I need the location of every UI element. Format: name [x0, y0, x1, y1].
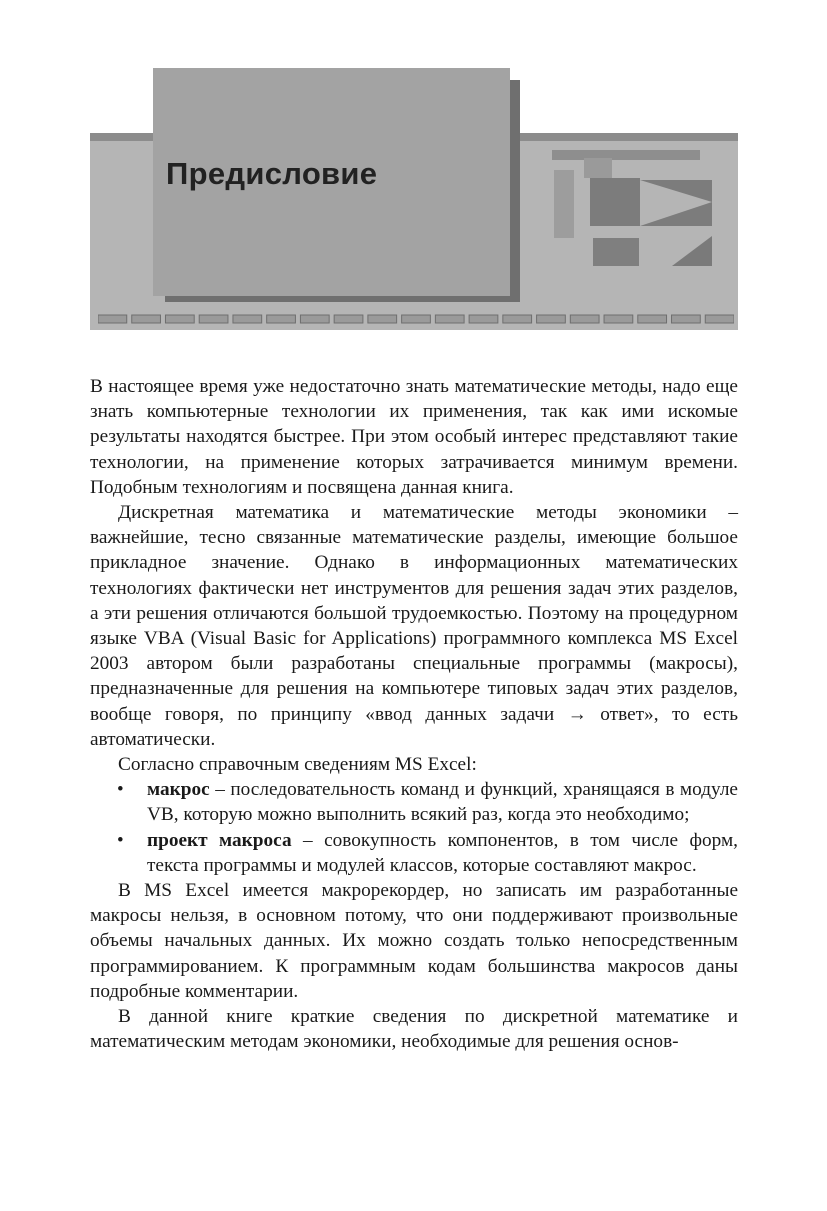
banner-dash — [503, 315, 532, 323]
banner-dash — [233, 315, 262, 323]
definition-term: макрос — [147, 779, 210, 801]
definition-term: проект макроса — [147, 829, 292, 851]
banner-dash — [199, 315, 228, 323]
paragraph-3: Согласно справочным сведениям MS Excel: — [118, 754, 477, 776]
banner-dash — [435, 315, 464, 323]
banner-dash — [267, 315, 296, 323]
banner-dash — [705, 315, 734, 323]
banner-dash-row — [98, 314, 734, 324]
definition-text: – последовательность команд и функций, хранящаяся в модуле VB, которую можно выполнить всякий раз, когда это необходимо; — [147, 779, 738, 826]
paragraph-4: В MS Excel имеется макрорекордер, но записать им разработанные макросы нельзя, в основном потому, что они поддерживают произвольные объемы начальных данных. Их можно создать только непосредственным программированием. К программным кодам большинства макросов даны подробные комментарии. — [90, 880, 738, 1002]
paragraph-5: В данной книге краткие сведения по дискретной математике и математическим методам экономики, необходимые для решения основ- — [90, 1006, 738, 1053]
definition-text: – совокупность компонентов, в том числе форм, текста программы и модулей классов, которые составляют макрос. — [147, 829, 739, 876]
banner-dash — [672, 315, 701, 323]
triangle-shape — [672, 236, 712, 266]
triangle-cutout — [640, 180, 712, 226]
bullet-icon: • — [117, 779, 124, 801]
banner-dash — [638, 315, 667, 323]
banner-dash — [165, 315, 194, 323]
banner-dash — [402, 315, 431, 323]
preface-body — [90, 374, 738, 1054]
definition-list — [90, 777, 738, 878]
banner-dash — [334, 315, 363, 323]
definition-item-macro-project — [90, 828, 738, 878]
definition-item-macro — [90, 777, 738, 827]
banner-dash — [300, 315, 329, 323]
banner-dash — [604, 315, 633, 323]
bullet-icon: • — [117, 829, 124, 851]
banner-dash — [537, 315, 566, 323]
paragraph-2: Дискретная математика и математические методы экономики – важнейшие, тесно связанные математические разделы, имеющие большое прикладное значение. Однако в информационных математических технологиях фактически нет инструментов для решения задач этих разделов, а эти решения отличаются большой трудоемкостью. Поэтому на процедурном языке VBA (Visual Basic for Applications) программного комплекса MS Excel 2003 автором были разработаны специальные программы (макросы), предназначенные для решения на компьютере типовых задач этих разделов, вообще говоря, по принципу «ввод данных задачи → ответ», то есть автоматически. — [90, 502, 738, 750]
banner-dash — [469, 315, 498, 323]
banner-dash — [368, 315, 397, 323]
banner-dash — [132, 315, 161, 323]
banner-dash — [98, 315, 127, 323]
paragraph-1: В настоящее время уже недостаточно знать математические методы, надо еще знать компьютерные технологии их применения, так как ими искомые результаты находятся быстрее. При этом особый интерес представляют такие технологии, на применение которых затрачивается минимум времени. Подобным технологиям и посвящена данная книга. — [90, 376, 738, 498]
page-title: Предисловие — [166, 156, 378, 191]
banner-dash — [570, 315, 599, 323]
